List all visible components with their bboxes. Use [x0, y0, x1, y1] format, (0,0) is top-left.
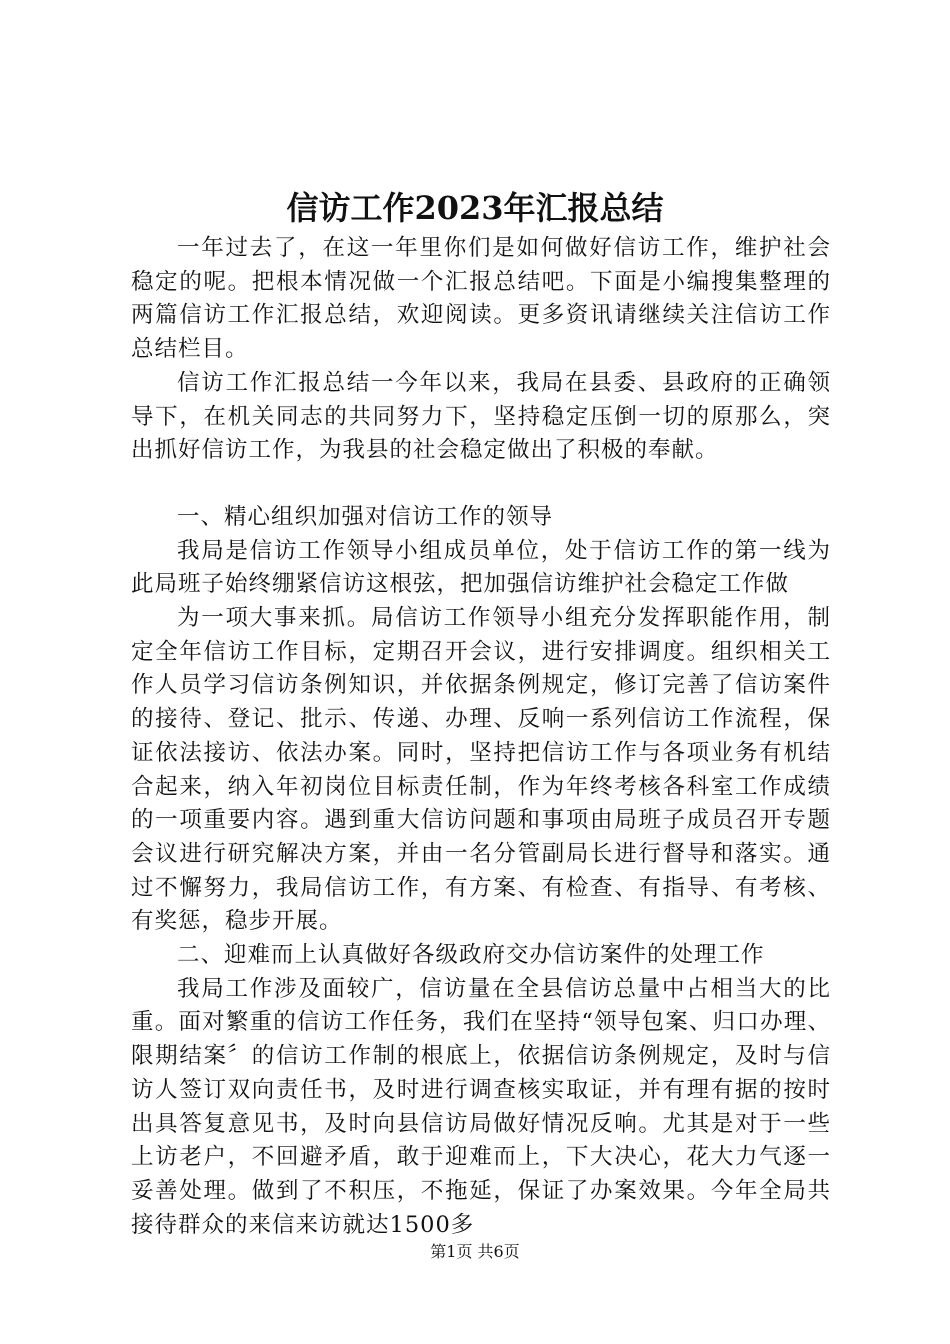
section-1-paragraph-2: 为一项大事来抓。局信访工作领导小组充分发挥职能作用，制定全年信访工作目标，定期召开会议，进行安排调度。组织相关工作人员学习信访条例知识，并依据条例规定，修订完善了信访案件的接待、登记、批示、传递、办理、反响一系列信访工作流程，保证依法接访、依法办案。同时，坚持把信访工作与各项业务有机结合起来，纳入年初岗位目标责任制，作为年终考核各科室工作成绩的一项重要内容。遇到重大信访问题和事项由局班子成员召开专题会议进行研究解决方案，并由一名分管副局长进行督导和落实。通过不懈努力，我局信访工作，有方案、有检查、有指导、有考核、有奖惩，稳步开展。	[131, 605, 831, 935]
section-heading-2: 二、迎难而上认真做好各级政府交办信访案件的处理工作	[177, 942, 765, 969]
section-2-paragraph-1: 我局工作涉及面较广，信访量在全县信访总量中占相当大的比重。面对繁重的信访工作任务，我们在坚持“领导包案、归口办理、限期结案〞的信访工作制的根底上，依据信访条例规定，及时与信访人签订双向责任书，及时进行调查核实取证，并有理有据的按时出具答复意见书，及时向县信访局做好情况反响。尤其是对于一些上访老户，不回避矛盾，敢于迎难而上，下大决心，花大力气逐一妥善处理。做到了不积压，不拖延，保证了办案效果。今年全局共接待群众的来信来访就达1500多	[131, 975, 831, 1238]
document-title: 信访工作2023年汇报总结	[286, 189, 664, 227]
summary-paragraph: 信访工作汇报总结一今年以来，我局在县委、县政府的正确领导下，在机关同志的共同努力下，坚持稳定压倒一切的原那么，突出抓好信访工作，为我县的社会稳定做出了积极的奉献。	[131, 369, 831, 464]
document-body	[131, 232, 831, 1242]
section-heading-1: 一、精心组织加强对信访工作的领导	[177, 503, 554, 530]
paragraph-gap	[131, 468, 831, 501]
page-number-footer: 第1页 共6页	[430, 1242, 520, 1261]
section-1-paragraph-1: 我局是信访工作领导小组成员单位，处于信访工作的第一线为此局班子始终绷紧信访这根弦，把加强信访维护社会稳定工作做	[131, 537, 831, 598]
intro-paragraph: 一年过去了，在这一年里你们是如何做好信访工作，维护社会稳定的呢。把根本情况做一个汇报总结吧。下面是小编搜集整理的两篇信访工作汇报总结，欢迎阅读。更多资讯请继续关注信访工作总结栏目。	[131, 235, 831, 363]
